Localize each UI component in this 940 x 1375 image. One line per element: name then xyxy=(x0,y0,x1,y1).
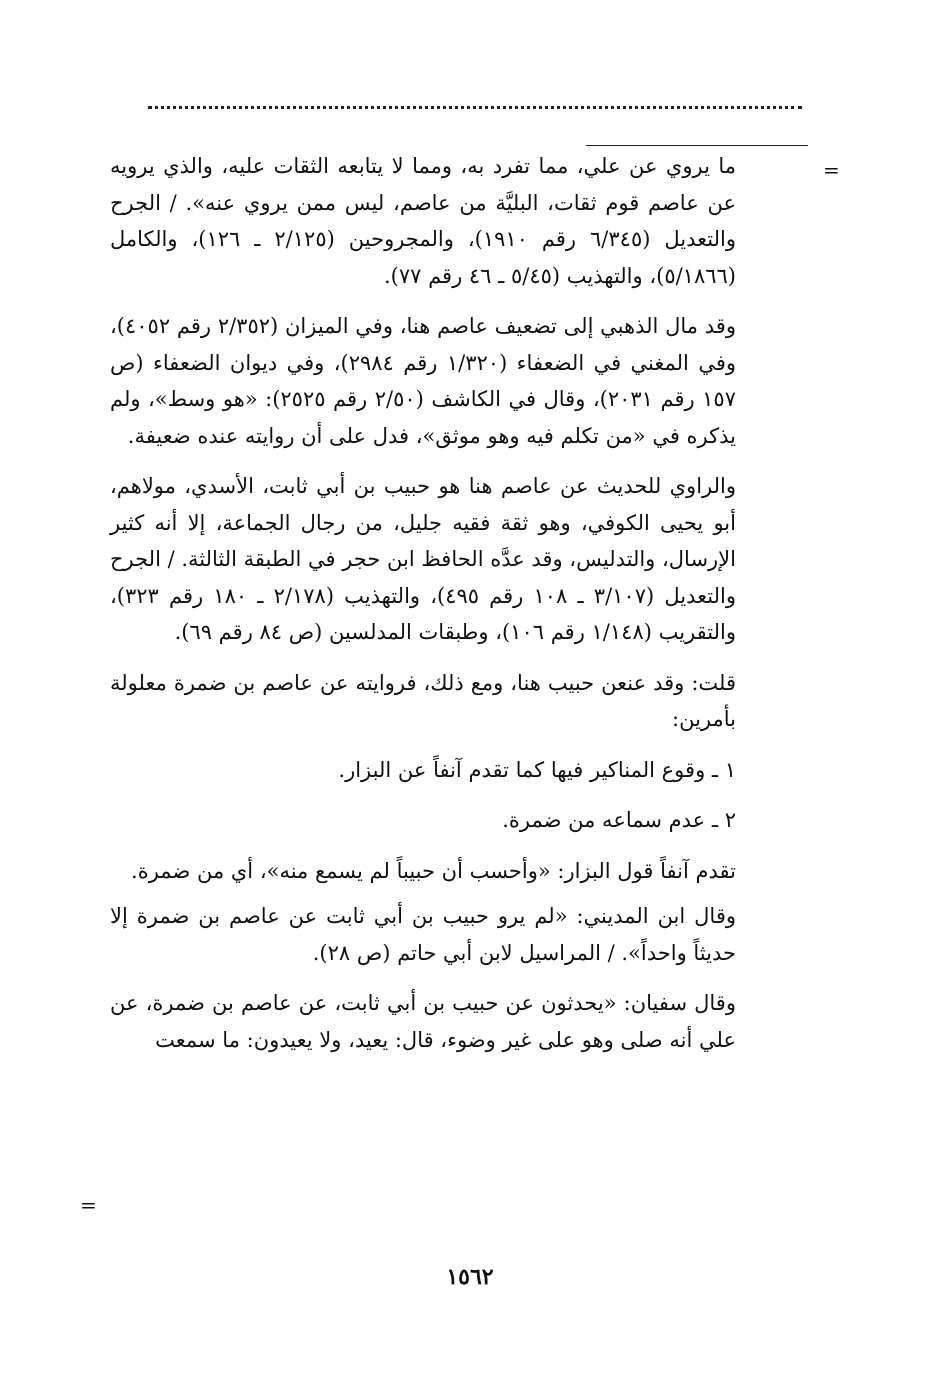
list-item-1: ١ ـ وقوع المناكير فيها كما تقدم آنفاً عن البزار. xyxy=(338,757,736,782)
continuation-mark-top: = xyxy=(823,158,840,182)
footnote-text xyxy=(110,148,736,1072)
dotted-separator xyxy=(148,106,802,109)
paragraph-4: قلت: وقد عنعن حبيب هنا، ومع ذلك، فروايته عن عاصم بن ضمرة معلولة بأمرين: xyxy=(110,670,736,731)
footnote-rule xyxy=(586,145,808,146)
page-number: ١٥٦٢ xyxy=(446,1264,494,1290)
list-item-2: ٢ ـ عدم سماعه من ضمرة. xyxy=(502,808,736,832)
paragraph-7: وقال سفيان: «يحدثون عن حبيب بن أبي ثابت، عن عاصم بن ضمرة، عن علي أنه صلى وهو على غير وضوء، قال: يعيد، ولا يعيدون: ما سمعت xyxy=(110,991,736,1052)
continuation-mark-bottom: = xyxy=(80,1193,97,1217)
paragraph-5: تقدم آنفاً قول البزار: «وأحسب أن حبيباً لم يسمع منه»، أي من ضمرة. xyxy=(131,858,736,883)
paragraph-1: ما يروي عن علي، مما تفرد به، ومما لا يتابعه الثقات عليه، والذي يرويه عن عاصم قوم ثقات، البليَّة من عاصم، ليس ممن يروي عنه». / الجرح والتعديل (٦/٣٤٥ رقم ١٩١٠)، والمجروحين (٢/١٢٥ ـ ١٢٦)، والكامل (٥/١٨٦٦)، والتهذيب (٥/٤٥ ـ ٤٦ رقم ٧٧). xyxy=(110,154,737,288)
paragraph-6: وقال ابن المديني: «لم يرو حبيب بن أبي ثابت عن عاصم بن ضمرة إلا حديثاً واحداً». / المراسيل لابن أبي حاتم (ص ٢٨). xyxy=(110,904,736,965)
paragraph-2: وقد مال الذهبي إلى تضعيف عاصم هنا، وفي الميزان (٢/٣٥٢ رقم ٤٠٥٢)، وفي المغني في الضعفاء (١/٣٢٠ رقم ٢٩٨٤)، وفي ديوان الضعفاء (ص ١٥٧ رقم ٢٠٣١)، وقال في الكاشف (٢/٥٠ رقم ٢٥٢٥): «هو وسط»، ولم يذكره في «من تكلم فيه وهو موثق»، فدل على أن روايته عنده ضعيفة. xyxy=(110,314,736,448)
paragraph-3: والراوي للحديث عن عاصم هنا هو حبيب بن أبي ثابت، الأسدي، مولاهم، أبو يحيى الكوفي، وهو ثقة فقيه جليل، من رجال الجماعة، إلا أنه كثير الإرسال، والتدليس، وقد عدَّه الحافظ ابن حجر في الطبقة الثالثة. / الجرح والتعديل (٣/١٠٧ ـ ١٠٨ رقم ٤٩٥)، والتهذيب (٢/١٧٨ ـ ١٨٠ رقم ٣٢٣)، والتقريب (١/١٤٨ رقم ١٠٦)، وطبقات المدلسين (ص ٨٤ رقم ٦٩). xyxy=(109,474,736,644)
